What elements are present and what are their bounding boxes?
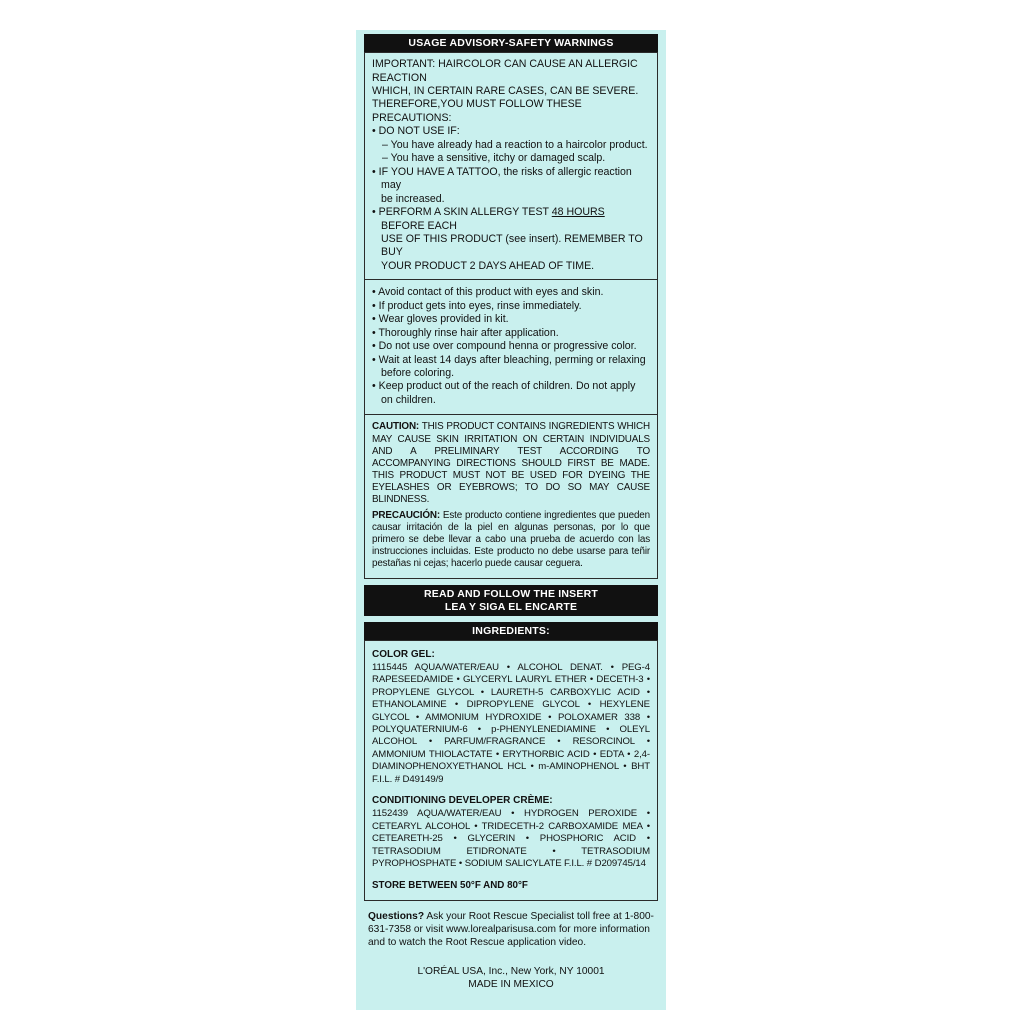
caution-label-en: CAUTION: — [372, 421, 420, 433]
ingredients-header: INGREDIENTS: — [364, 622, 658, 640]
tattoo-warning-line-1: • IF YOU HAVE A TATTOO, the risks of allergic reaction may — [372, 165, 632, 192]
developer-title: CONDITIONING DEVELOPER CRÈME: — [372, 795, 553, 807]
questions-text: Ask your Root Rescue Specialist toll free at 1-800-631-7358 or visit www.lorealparisusa.com for more information and to watch the Root Rescue application video. — [368, 910, 654, 948]
usage-advisory-header: USAGE ADVISORY-SAFETY WARNINGS — [364, 34, 658, 52]
label-panel — [356, 30, 666, 1010]
caution-spanish — [372, 510, 650, 571]
allergy-test-line-1 — [372, 206, 650, 233]
advisory-box — [364, 52, 658, 280]
caution-label-es: PRECAUCIÓN: — [372, 509, 441, 521]
developer-ingredients: 1152439 AQUA/WATER/EAU • HYDROGEN PEROXIDE • CETEARYL ALCOHOL • TRIDECETH-2 CARBOXAMIDE MEA • CETEARETH-25 • GLYCERIN • PHOSPHORIC ACID • TETRASODIUM ETIDRONATE • TETRASODIUM PYROPHOSPHATE • SODIUM SALICYLATE F.I.L. # D209745/14 — [372, 808, 650, 870]
do-not-use-item-2: – You have a sensitive, itchy or damaged scalp. — [382, 152, 606, 165]
precaution-item: • Wear gloves provided in kit. — [372, 313, 509, 326]
insert-banner — [364, 585, 658, 615]
precaution-item: • Keep product out of the reach of children. Do not apply — [372, 380, 636, 393]
allergy-test-hours: 48 HOURS — [551, 206, 605, 219]
company-address: L'ORÉAL USA, Inc., New York, NY 10001 — [417, 965, 605, 977]
questions-label: Questions? — [368, 910, 425, 922]
storage-instructions: STORE BETWEEN 50°F AND 80°F — [372, 879, 528, 891]
advisory-intro-line-2: WHICH, IN CERTAIN RARE CASES, CAN BE SEVERE. — [372, 84, 639, 97]
insert-banner-line-1: READ AND FOLLOW THE INSERT — [424, 588, 598, 601]
precaution-item: • Do not use over compound henna or progressive color. — [372, 340, 637, 353]
advisory-intro-line-1: IMPORTANT: HAIRCOLOR CAN CAUSE AN ALLERGIC REACTION — [372, 58, 638, 84]
ingredients-box — [364, 640, 658, 901]
country-of-origin: MADE IN MEXICO — [468, 979, 554, 991]
do-not-use-item-1: – You have already had a reaction to a haircolor product. — [382, 138, 648, 151]
precaution-item: • If product gets into eyes, rinse immediately. — [372, 299, 582, 312]
caution-english — [372, 421, 650, 506]
questions-footer — [364, 910, 658, 949]
precaution-item: • Thoroughly rinse hair after application. — [372, 326, 559, 339]
allergy-test-prefix: • PERFORM A SKIN ALLERGY TEST — [372, 206, 552, 219]
precaution-item: • Wait at least 14 days after bleaching, perming or relaxing — [372, 353, 646, 366]
precautions-box — [364, 280, 658, 415]
company-info — [364, 965, 658, 992]
color-gel-title: COLOR GEL: — [372, 648, 435, 660]
precaution-item-continued: on children. — [381, 393, 436, 406]
allergy-test-line-3: YOUR PRODUCT 2 DAYS AHEAD OF TIME. — [381, 259, 595, 272]
advisory-intro-line-3: THEREFORE,YOU MUST FOLLOW THESE PRECAUTIONS: — [372, 98, 582, 124]
tattoo-warning-line-2: be increased. — [381, 192, 445, 205]
insert-banner-line-2: LEA Y SIGA EL ENCARTE — [444, 600, 578, 613]
allergy-test-line-2: USE OF THIS PRODUCT (see insert). REMEMBER TO BUY — [381, 232, 643, 259]
caution-box — [364, 415, 658, 579]
precaution-item: • Avoid contact of this product with eyes and skin. — [372, 286, 604, 299]
precaution-item-continued: before coloring. — [381, 367, 455, 380]
caution-text-es: Este producto contiene ingredientes que pueden causar irritación de la piel en algunas personas, por lo que primero se debe llevar a cabo una prueba de acuerdo con las instrucciones incluidas. Este producto no debe usarse para teñir pestañas ni cejas; hacerlo puede causar ceguera. — [372, 509, 650, 570]
caution-text-en: THIS PRODUCT CONTAINS INGREDIENTS WHICH MAY CAUSE SKIN IRRITATION ON CERTAIN INDIVIDUALS AND A PRELIMINARY TEST ACCORDING TO ACCOMPANYING DIRECTIONS SHOULD FIRST BE MADE. THIS PRODUCT MUST NOT BE USED FOR DYEING THE EYELASHES OR EYEBROWS; TO DO SO MAY CAUSE BLINDNESS. — [372, 421, 650, 506]
allergy-test-suffix: BEFORE EACH — [381, 219, 457, 232]
do-not-use-title: • DO NOT USE IF: — [372, 125, 460, 138]
color-gel-ingredients: 1115445 AQUA/WATER/EAU • ALCOHOL DENAT. • PEG-4 RAPESEEDAMIDE • GLYCERYL LAURYL ETHER • DECETH-3 • PROPYLENE GLYCOL • LAURETH-5 CARBOXYLIC ACID • ETHANOLAMINE • DIPROPYLENE GLYCOL • HEXYLENE GLYCOL • AMMONIUM HYDROXIDE • POLOXAMER 338 • POLYQUATERNIUM-6 • p-PHENYLENEDIAMINE • OLEYL ALCOHOL • PARFUM/FRAGRANCE • RESORCINOL • AMMONIUM THIOLACTATE • ERYTHORBIC ACID • EDTA • 2,4-DIAMINOPHENOXYETHANOL HCL • m-AMINOPHENOL • BHT F.I.L. # D49149/9 — [372, 661, 650, 785]
